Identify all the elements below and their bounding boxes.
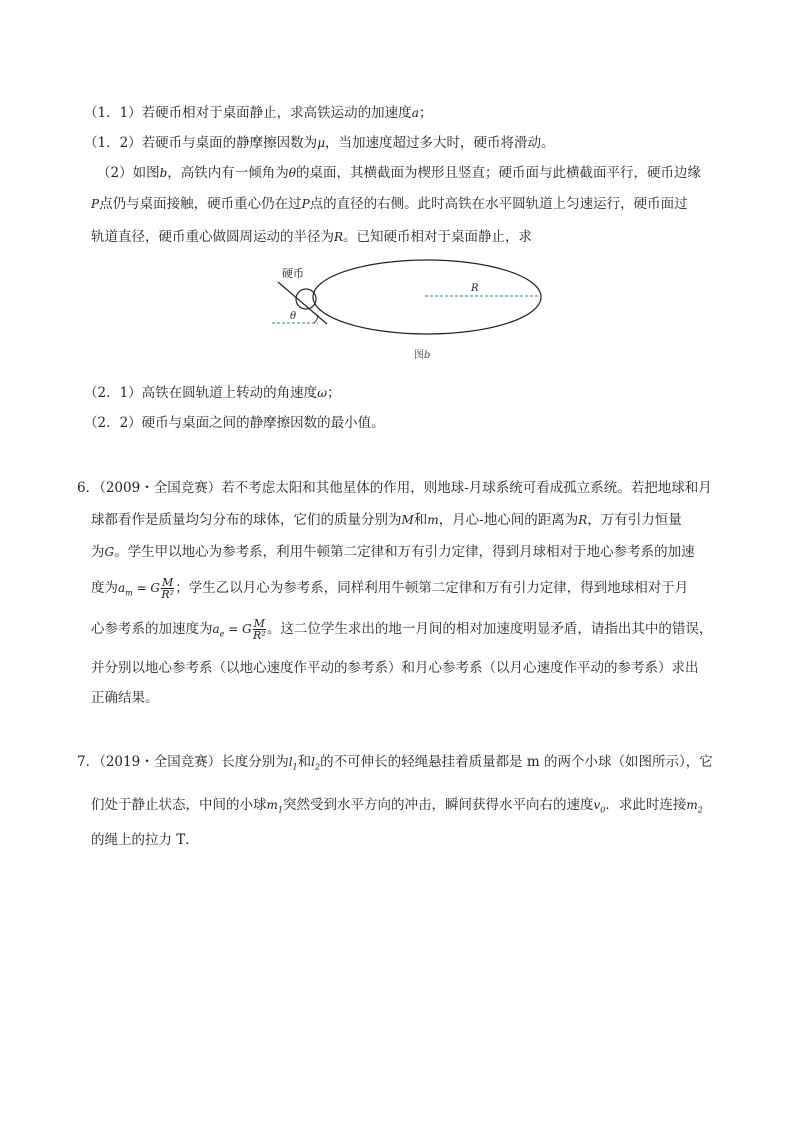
text: ．求此时连接 — [605, 797, 687, 813]
sub-0: 0 — [600, 805, 606, 815]
q7-line-1 — [77, 752, 713, 778]
text: 和 — [297, 754, 312, 770]
figure-caption — [414, 349, 430, 361]
q6-line-1 — [77, 478, 712, 498]
var-a: a — [411, 106, 419, 120]
text: 为 — [91, 544, 105, 560]
sub-2: 2 — [697, 805, 703, 815]
fraction-M-over-R2 — [161, 577, 174, 600]
q7-line-3 — [91, 830, 199, 850]
text: 7．（2019・全国竞赛）长度分别为 — [77, 754, 289, 770]
text: 们处于静止状态，中间的小球 — [91, 797, 267, 813]
var-G: G — [104, 545, 115, 559]
q5-part-2-2 — [84, 413, 385, 433]
caption-text: 图 — [414, 350, 424, 361]
var-a: a — [212, 622, 220, 636]
sub-1: 1 — [292, 762, 298, 772]
var-omega: ω — [317, 386, 327, 400]
var-v: v — [593, 798, 601, 812]
q6-line-7 — [91, 688, 159, 708]
text: 。已知硬币相对于桌面静止，求 — [343, 229, 533, 245]
figure-b — [260, 250, 560, 370]
equals-G: = G — [132, 581, 161, 595]
equals-G: = G — [224, 622, 252, 636]
var-m: m — [266, 798, 278, 812]
denominator: R² — [252, 629, 266, 642]
text: 点的直径的右侧。此时高铁在水平圆轨道上匀速运行，硬币面过 — [309, 196, 688, 212]
text: ；学生乙以月心为参考系，同样利用牛顿第二定律和万有引力定律，得到地球相对于月 — [175, 580, 689, 596]
q5-part-2-line-2 — [91, 194, 688, 214]
sub-2: 2 — [314, 762, 321, 772]
punct: ； — [418, 105, 433, 121]
q6-line-6 — [91, 658, 699, 678]
var-P: P — [301, 197, 310, 211]
text: 点仍与桌面接触，硬币重心仍在过 — [99, 196, 302, 212]
caption-b: b — [424, 350, 431, 361]
var-M: M — [401, 513, 414, 527]
denominator: R² — [161, 588, 175, 601]
q5-part-1-1 — [84, 103, 432, 123]
var-R: R — [578, 513, 588, 527]
text: 的绳上的拉力 T． — [91, 832, 199, 848]
q6-line-2 — [91, 510, 682, 530]
q5-part-1-2 — [84, 133, 555, 153]
q5-part-1-2-text-end: ，当加速度超过多大时，硬币将滑动。 — [325, 135, 555, 151]
q5-part-1-1-text: （1．1）若硬币相对于桌面静止，求高铁运动的加速度 — [84, 105, 412, 121]
text: （2．1）高铁在圆轨道上转动的角速度 — [84, 385, 318, 401]
text: 正确结果。 — [91, 690, 159, 706]
text: ，高铁内有一倾角为 — [167, 165, 289, 181]
text: 和 — [413, 512, 428, 528]
var-theta: θ — [288, 166, 297, 180]
q5-part-2-line-3 — [91, 227, 532, 247]
text: （2）如图 — [97, 165, 160, 181]
text: 度为 — [91, 580, 118, 596]
punct: ； — [326, 385, 341, 401]
q6-line-5 — [91, 615, 712, 649]
text: ，万有引力恒量 — [587, 512, 682, 528]
text: 。这二位学生求出的地一月间的相对加速度明显矛盾，请指出其中的错误， — [266, 621, 713, 637]
var-b: b — [159, 166, 168, 180]
q5-part-2-line-1 — [97, 163, 701, 183]
sub-1: 1 — [277, 805, 283, 815]
text: （2．2）硬币与桌面之间的静摩擦因数的最小值。 — [84, 415, 385, 431]
sub-e: e — [219, 629, 225, 639]
numerator: M — [162, 576, 174, 589]
coin-label: 硬币 — [282, 267, 304, 280]
radius-label: R — [471, 283, 479, 294]
var-P: P — [91, 197, 100, 211]
var-m: m — [686, 798, 698, 812]
theta-label: θ — [290, 311, 297, 322]
q5-part-1-2-text: （1．2）若硬币与桌面的静摩擦因数为 — [84, 135, 318, 151]
fraction-M-over-R2 — [253, 618, 266, 641]
text: 的不可伸长的轻绳悬挂着质量都是 m 的两个小球（如图所示），它 — [320, 754, 713, 770]
var-mu: μ — [317, 136, 325, 150]
var-a: a — [118, 581, 126, 595]
q6-line-3 — [91, 542, 695, 562]
incline-line — [278, 282, 327, 324]
var-l: l — [311, 755, 315, 769]
text: 的桌面，其横截面为楔形且竖直；硬币面与此横截面平行，硬币边缘 — [296, 165, 702, 181]
var-m: m — [427, 513, 439, 527]
var-l: l — [288, 755, 293, 769]
text: 6．（2009・全国竞赛）若不考虑太阳和其他星体的作用，则地球-月球系统可看成孤立系统。若把地球和月 — [77, 480, 712, 496]
text: 轨道直径，硬币重心做圆周运动的半径为 — [91, 229, 334, 245]
var-R: R — [334, 230, 344, 244]
q6-line-4 — [91, 574, 688, 608]
text: ，月心-地心间的距离为 — [438, 512, 579, 528]
text: 心参考系的加速度为 — [91, 621, 213, 637]
text: 球都看作是质量均匀分布的球体，它们的质量分别为 — [91, 512, 402, 528]
text: 突然受到水平方向的冲击，瞬间获得水平向右的速度 — [282, 797, 594, 813]
numerator: M — [253, 617, 265, 630]
q5-part-2-1 — [84, 383, 340, 403]
orbit-ellipse — [313, 260, 541, 334]
q7-line-2 — [91, 795, 703, 821]
text: 并分别以地心参考系（以地心速度作平动的参考系）和月心参考系（以月心速度作平动的参考系）求出 — [91, 660, 699, 676]
text: 。学生甲以地心为参考系，利用牛顿第二定律和万有引力定律，得到月球相对于地心参考系的加速 — [114, 544, 695, 560]
sub-m: m — [125, 588, 133, 598]
